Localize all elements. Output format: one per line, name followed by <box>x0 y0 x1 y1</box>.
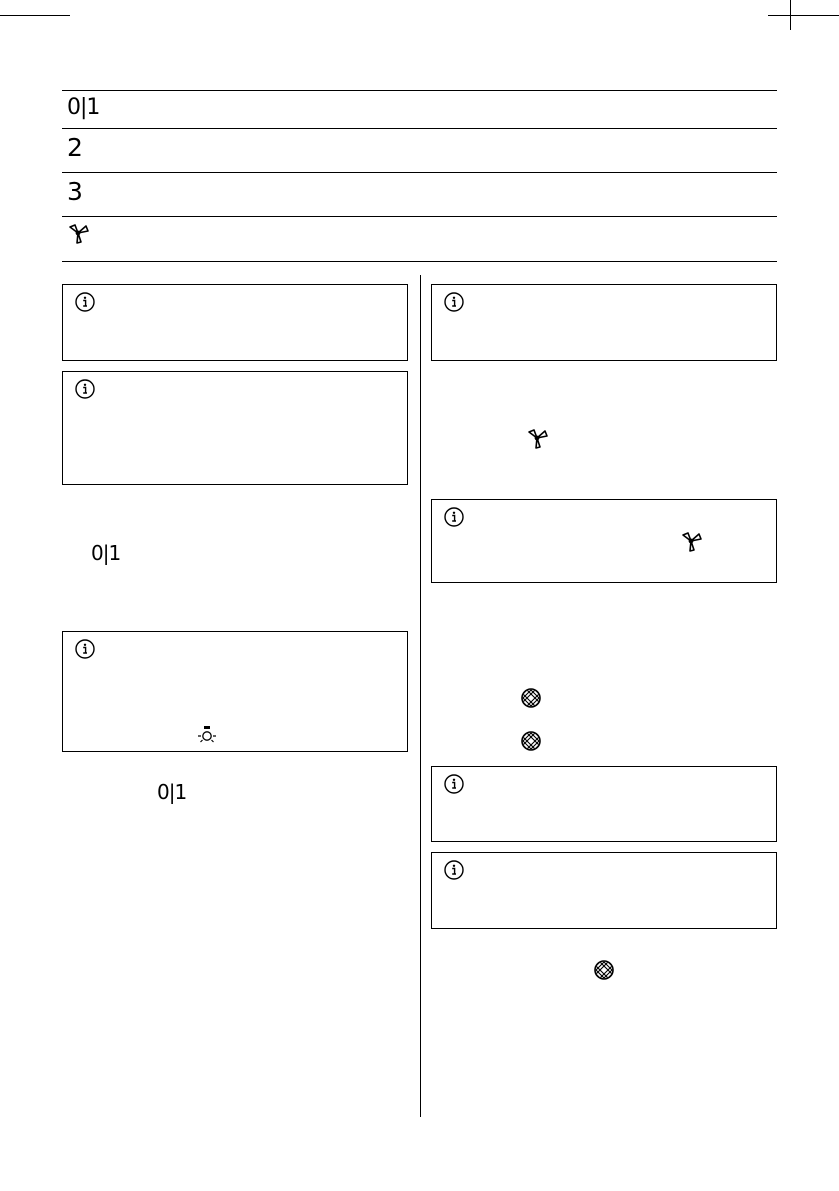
legend-symbol-level-three: 3 <box>67 177 83 206</box>
fan-icon <box>66 223 90 245</box>
info-note-box <box>431 499 777 583</box>
info-icon <box>75 292 95 312</box>
on-off-symbol-inline: 0|1 <box>157 780 187 804</box>
legend-symbol-level-two: 2 <box>67 133 83 162</box>
info-note-box <box>62 284 408 361</box>
table-rule <box>62 90 777 91</box>
table-rule <box>62 261 777 262</box>
grease-filter-icon <box>594 960 614 980</box>
info-note-box <box>62 371 408 485</box>
fan-icon <box>679 531 703 553</box>
info-icon <box>444 507 464 527</box>
info-note-box <box>431 284 777 361</box>
info-icon <box>444 860 464 880</box>
grease-filter-icon <box>521 731 541 751</box>
table-rule <box>62 128 777 129</box>
column-divider <box>420 275 421 1117</box>
info-icon <box>75 379 95 399</box>
info-icon <box>75 639 95 659</box>
crop-mark-left <box>0 15 70 16</box>
info-note-box <box>431 766 777 842</box>
on-off-symbol-inline: 0|1 <box>91 541 121 565</box>
info-icon <box>444 774 464 794</box>
fan-icon <box>525 428 549 450</box>
lamp-icon <box>196 725 218 747</box>
table-rule <box>62 172 777 173</box>
info-note-box <box>431 852 777 929</box>
crop-mark-top <box>790 0 791 30</box>
crop-mark-right <box>768 15 839 16</box>
info-icon <box>444 292 464 312</box>
info-note-box <box>62 631 408 752</box>
legend-symbol-on-off: 0|1 <box>67 95 100 120</box>
grease-filter-icon <box>521 688 541 708</box>
table-rule <box>62 216 777 217</box>
